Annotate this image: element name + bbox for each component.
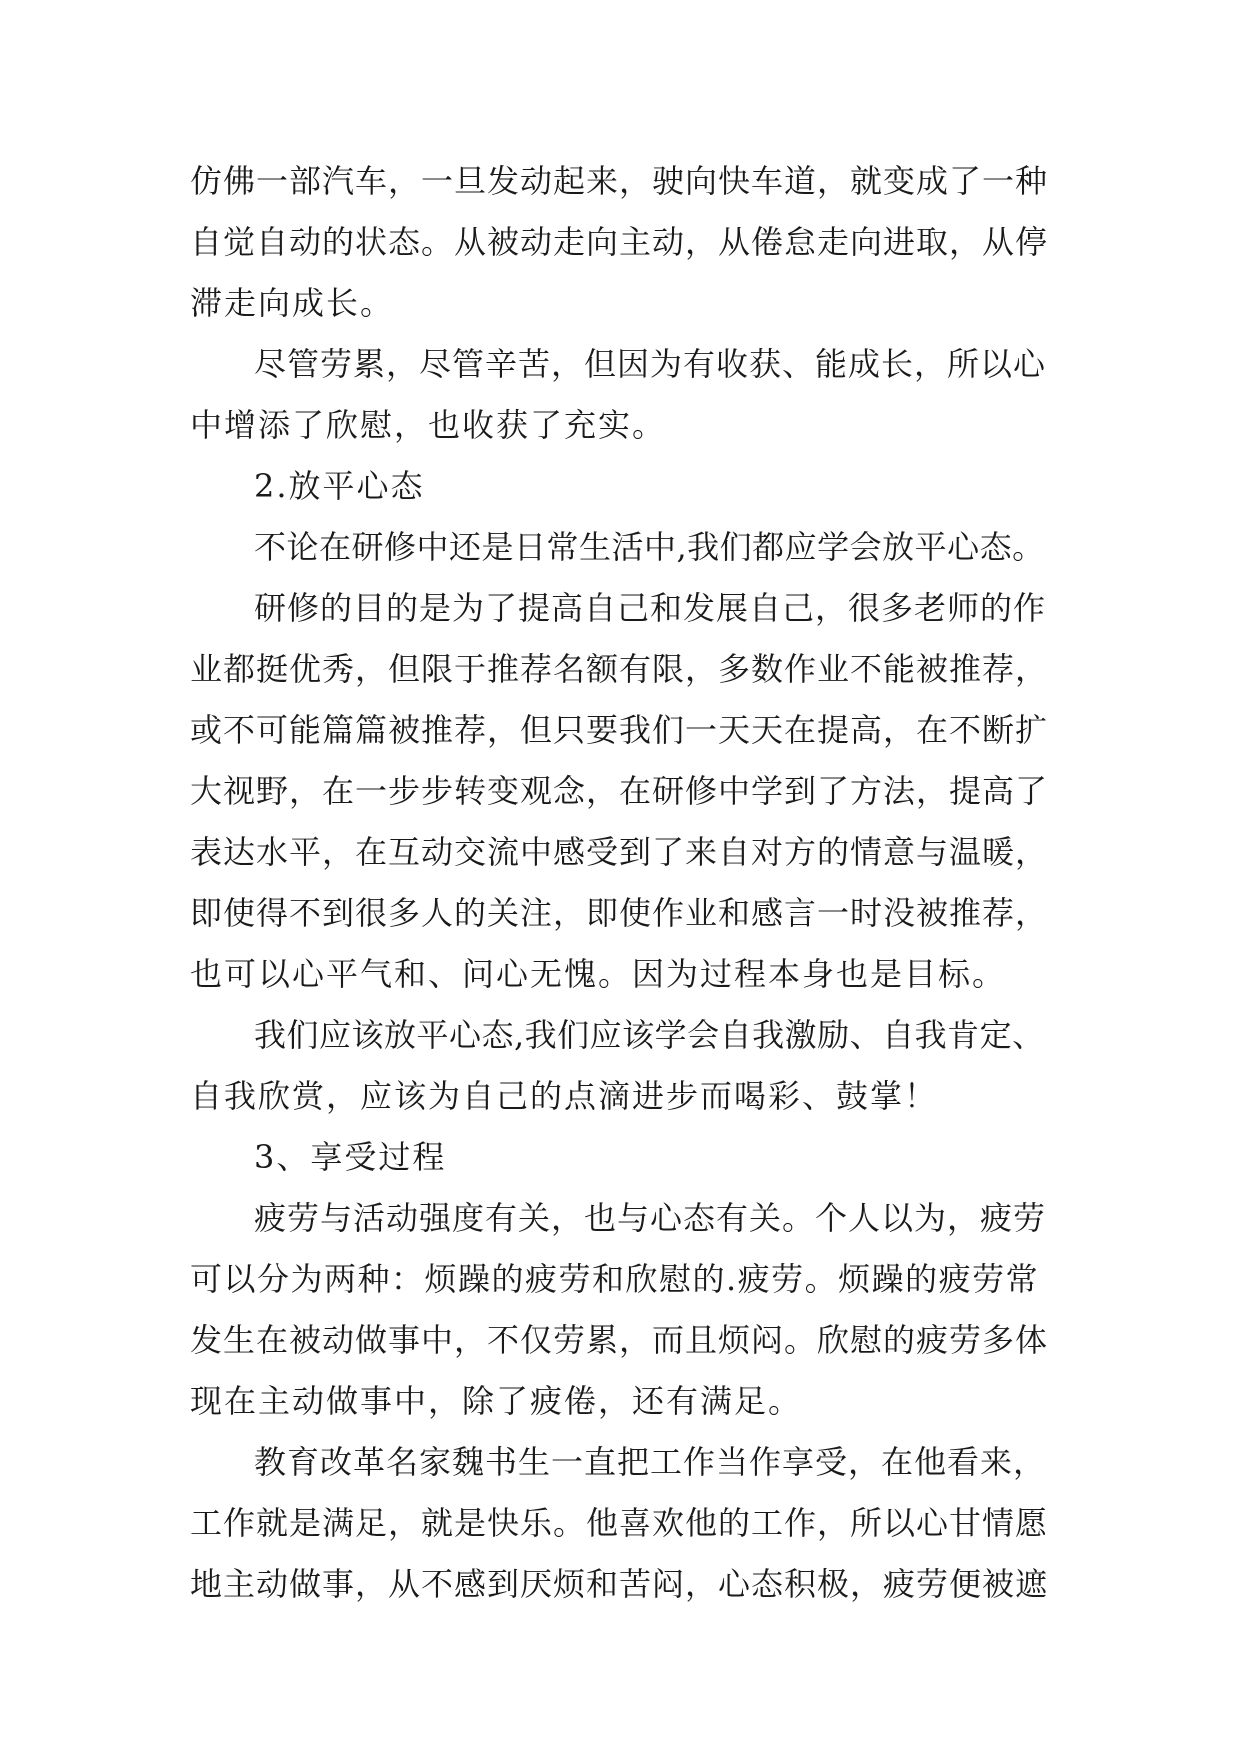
text-line: 自觉自动的状态。从被动走向主动，从倦怠走向进取，从停 xyxy=(190,223,1049,261)
text-line: 也可以心平气和、问心无愧。因为过程本身也是目标。 xyxy=(190,955,1007,993)
text-line: 现在主动做事中，除了疲倦，还有满足。 xyxy=(190,1382,803,1420)
text-line: 即使得不到很多人的关注，即使作业和感言一时没被推荐， xyxy=(190,894,1049,932)
paragraph-start-line: 研修的目的是为了提高自己和发展自己，很多老师的作 xyxy=(254,589,1047,627)
text-line: 业都挺优秀，但限于推荐名额有限，多数作业不能被推荐， xyxy=(190,650,1049,688)
section-heading: 3、享受过程 xyxy=(254,1138,447,1176)
text-line: 自我欣赏，应该为自己的点滴进步而喝彩、鼓掌！ xyxy=(190,1077,939,1115)
text-line: 地主动做事，从不感到厌烦和苦闷，心态积极，疲劳便被遮 xyxy=(190,1565,1049,1603)
document-body xyxy=(190,151,1050,1615)
text-line: 可以分为两种：烦躁的疲劳和欣慰的.疲劳。烦躁的疲劳常 xyxy=(190,1260,1040,1298)
paragraph-start-line: 不论在研修中还是日常生活中,我们都应学会放平心态。 xyxy=(254,528,1045,566)
text-line: 工作就是满足，就是快乐。他喜欢他的工作，所以心甘情愿 xyxy=(190,1504,1049,1542)
text-line: 仿佛一部汽车，一旦发动起来，驶向快车道，就变成了一种 xyxy=(190,162,1049,200)
paragraph-start-line: 疲劳与活动强度有关，也与心态有关。个人以为，疲劳 xyxy=(254,1199,1047,1237)
text-line: 发生在被动做事中，不仅劳累，而且烦闷。欣慰的疲劳多体 xyxy=(190,1321,1049,1359)
text-line: 中增添了欣慰，也收获了充实。 xyxy=(190,406,667,444)
paragraph-start-line: 尽管劳累，尽管辛苦，但因为有收获、能成长，所以心 xyxy=(254,345,1047,383)
text-line: 或不可能篇篇被推荐，但只要我们一天天在提高，在不断扩 xyxy=(190,711,1049,749)
text-line: 滞走向成长。 xyxy=(190,284,395,322)
paragraph-start-line: 教育改革名家魏书生一直把工作当作享受，在他看来， xyxy=(254,1443,1047,1481)
text-line: 大视野，在一步步转变观念，在研修中学到了方法，提高了 xyxy=(190,772,1049,810)
text-line: 表达水平，在互动交流中感受到了来自对方的情意与温暖， xyxy=(190,833,1049,871)
paragraph-start-line: 我们应该放平心态,我们应该学会自我激励、自我肯定、 xyxy=(254,1016,1045,1054)
section-heading: 2.放平心态 xyxy=(254,467,425,505)
